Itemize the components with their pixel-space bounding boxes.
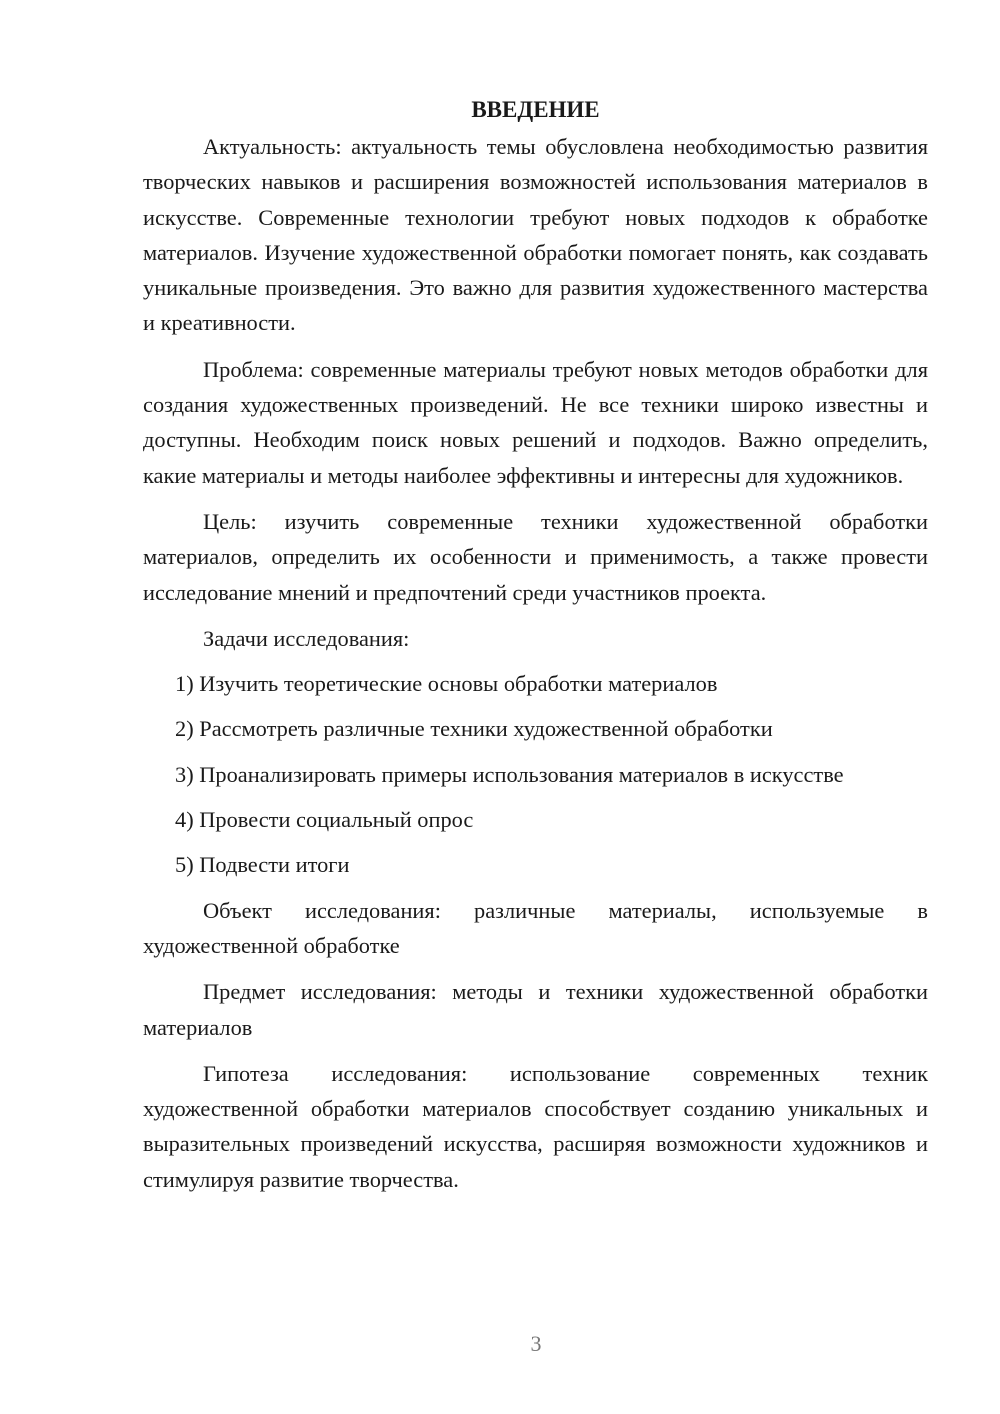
page-number: 3 — [530, 1331, 542, 1356]
list-item: 2) Рассмотреть различные техники художественной обработки — [175, 716, 773, 742]
paragraph-subject: Предмет исследования: методы и техники художественной обработки материалов — [143, 979, 928, 1040]
list-item: 4) Провести социальный опрос — [175, 807, 474, 833]
paragraph-problem: Проблема: современные материалы требуют новых методов обработки для создания художественных произведений. Не все техники широко известны и доступны. Необходим поиск новых решений и подходов. Важно определить, какие материалы и методы наиболее эффективны и интересны для художников. — [143, 356, 928, 488]
paragraph-hypothesis: Гипотеза исследования: использование современных техник художественной обработки материалов способствует созданию уникальных и выразительных произведений искусства, расширяя возможности художников и стимулируя развитие творчества. — [143, 1060, 928, 1192]
page-title: ВВЕДЕНИЕ — [471, 97, 600, 122]
paragraph-relevance: Актуальность: актуальность темы обусловлена необходимостью развития творческих навыков и расширения возможностей использования материалов в искусстве. Современные технологии требуют новых подходов к обработке материалов. Изучение художественной обработки помогает понять, как создавать уникальные произведения. Это важно для развития художественного мастерства и креативности. — [143, 134, 928, 336]
list-item: 5) Подвести итоги — [175, 852, 350, 878]
paragraph-goal: Цель: изучить современные техники художественной обработки материалов, определить их особенности и применимость, а также провести исследование мнений и предпочтений среди участников проекта. — [143, 508, 928, 605]
document-page — [143, 92, 928, 1208]
tasks-list — [143, 666, 928, 882]
list-item: 1) Изучить теоретические основы обработки материалов — [175, 671, 718, 697]
list-item: 3) Проанализировать примеры использования материалов в искусстве — [175, 761, 844, 787]
paragraph-object: Объект исследования: различные материалы, используемые в художественной обработке — [143, 897, 928, 958]
tasks-heading: Задачи исследования: — [203, 625, 410, 651]
